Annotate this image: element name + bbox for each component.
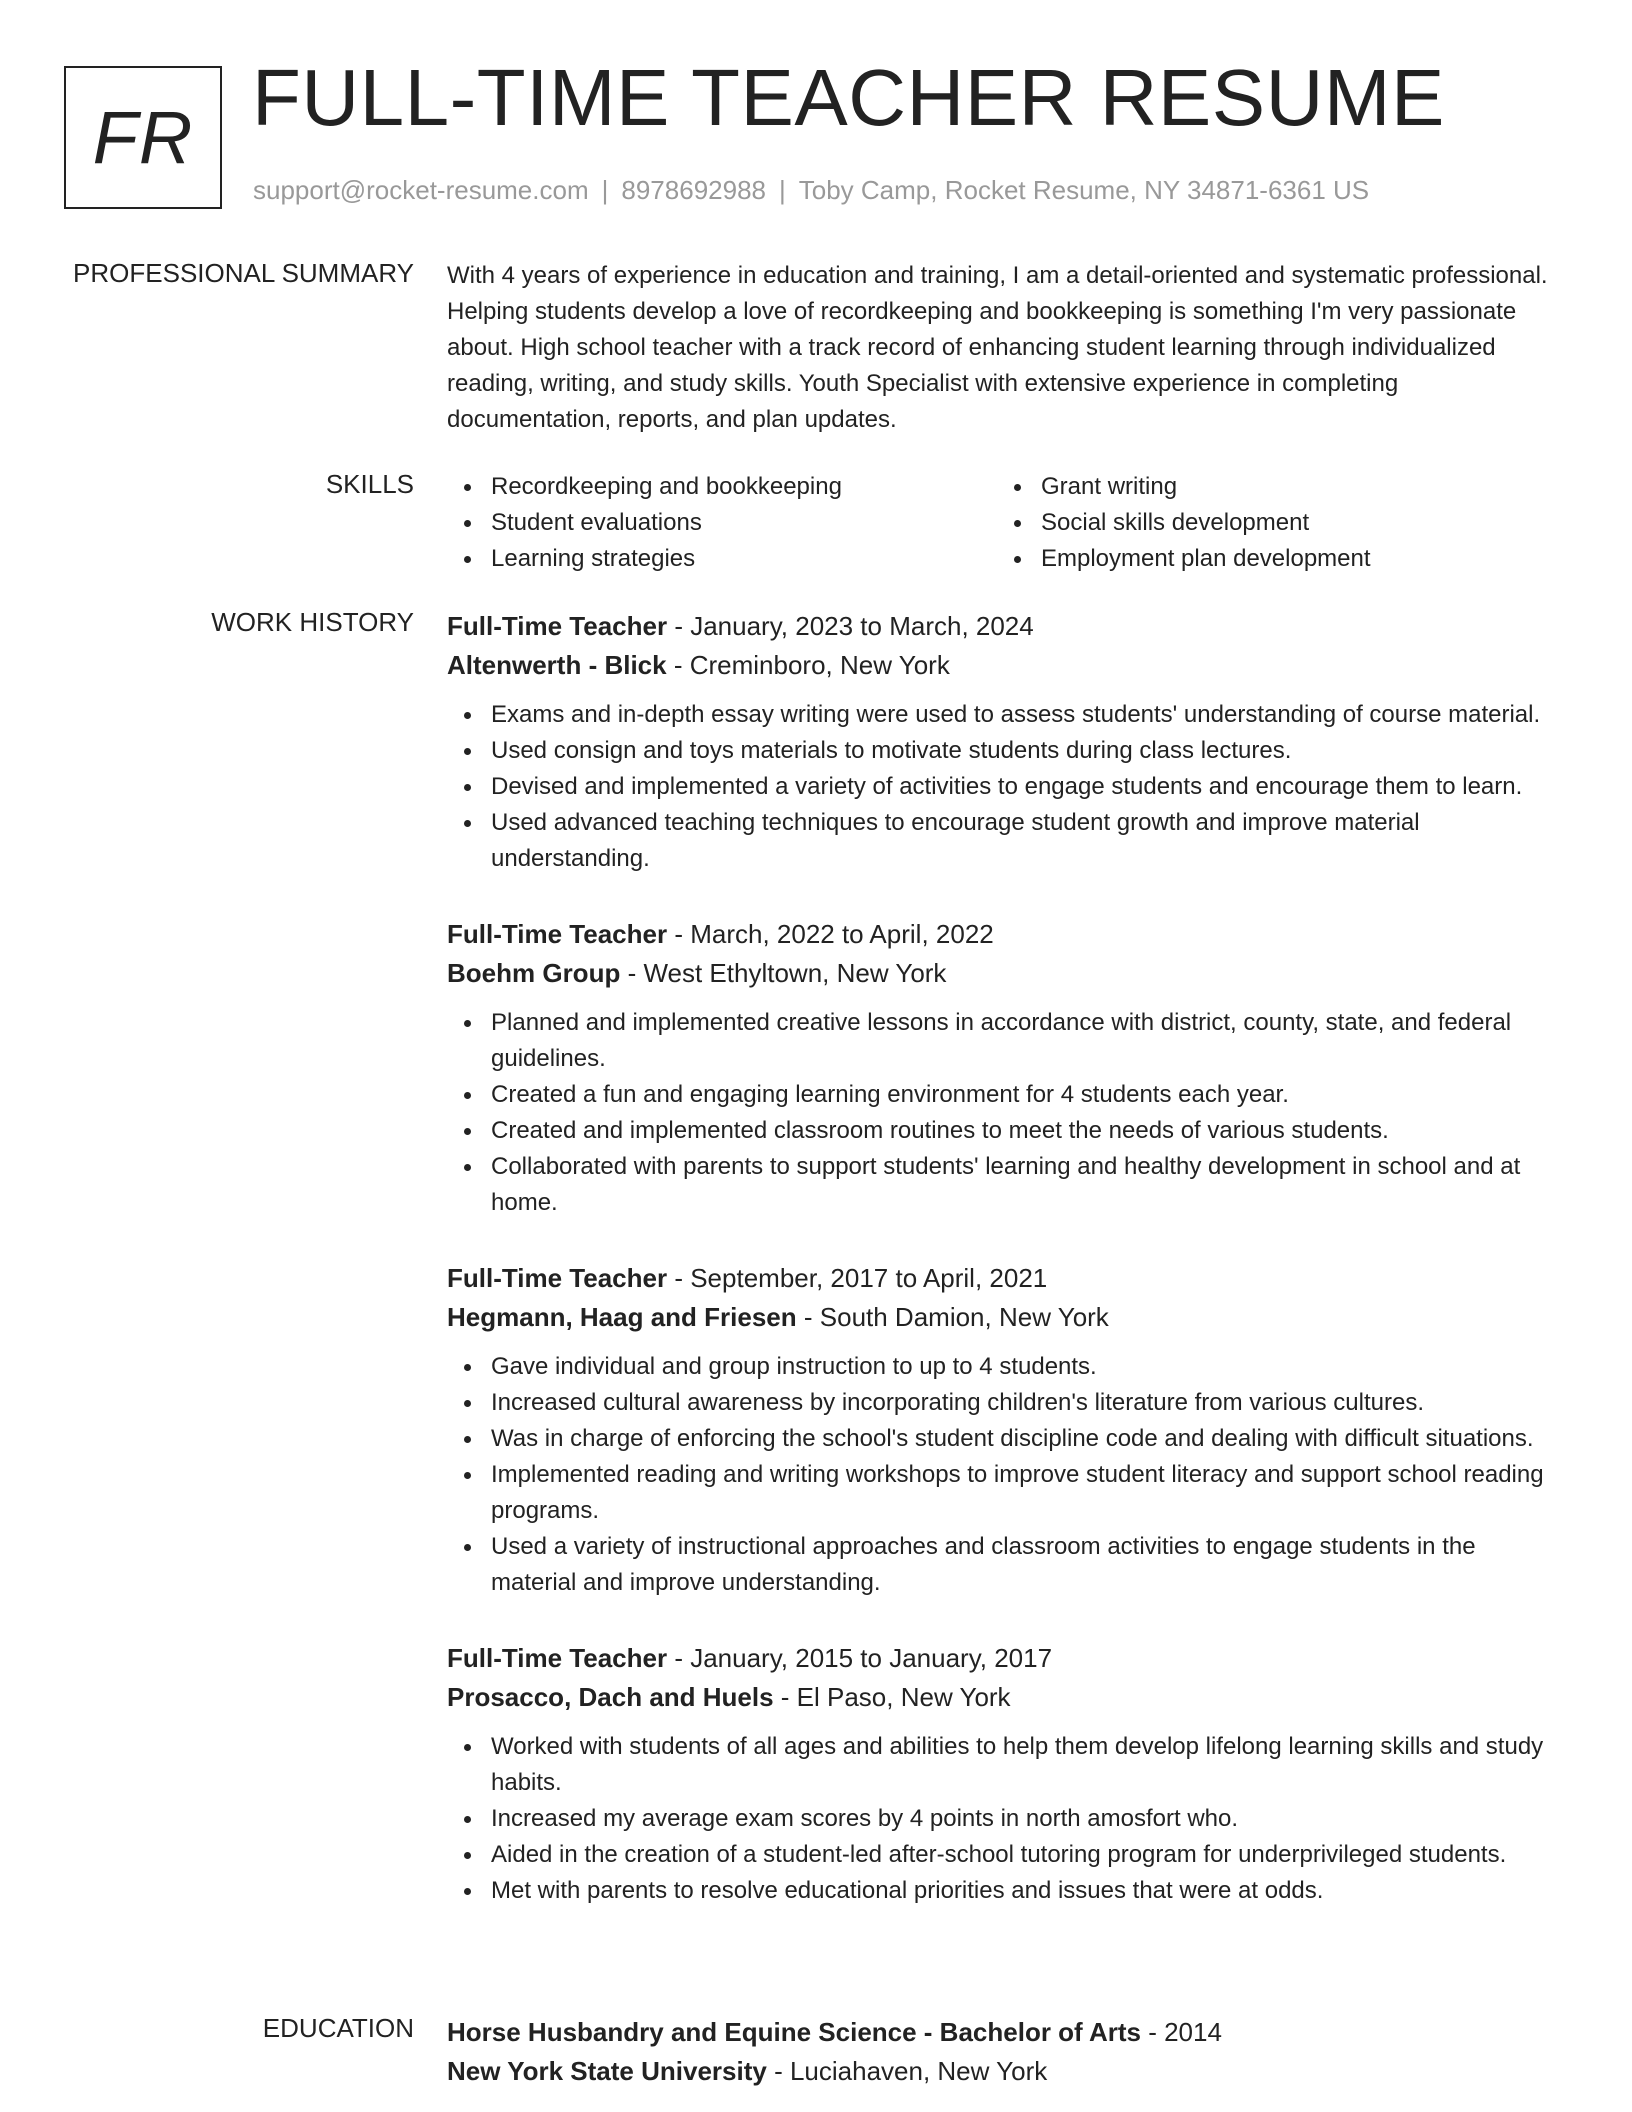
job-entry [447, 1259, 1565, 1601]
job-bullet: Increased cultural awareness by incorporating children's literature from various cultures. [447, 1385, 1565, 1421]
resume-title: FULL-TIME TEACHER RESUME [252, 53, 1445, 142]
section-label: WORK HISTORY [211, 607, 414, 637]
job-bullet: Planned and implemented creative lessons in accordance with district, county, state, and federal guidelines. [447, 1005, 1565, 1077]
job-bullet: Devised and implemented a variety of activities to engage students and encourage them to learn. [447, 769, 1565, 805]
skills-column-right [997, 469, 1547, 577]
job-entry [447, 607, 1565, 877]
skill-item: Learning strategies [447, 541, 997, 577]
job-bullets [447, 1349, 1565, 1601]
job-bullet: Used a variety of instructional approaches and classroom activities to engage students in the material and improve understanding. [447, 1529, 1565, 1601]
skill-item: Grant writing [997, 469, 1547, 505]
job-entry [447, 1639, 1565, 1909]
monogram-initials: FR [92, 96, 194, 179]
job-bullet: Collaborated with parents to support students' learning and healthy development in school and at home. [447, 1149, 1565, 1221]
job-title: Full-Time Teacher [447, 611, 668, 641]
contact-line [253, 175, 1369, 206]
job-bullet: Used advanced teaching techniques to encourage student growth and improve material understanding. [447, 805, 1565, 877]
job-dates: - September, 2017 to April, 2021 [667, 1263, 1048, 1293]
monogram-box [64, 66, 222, 209]
job-dates: - January, 2023 to March, 2024 [667, 611, 1034, 641]
section-label: EDUCATION [262, 2013, 414, 2043]
job-title: Full-Time Teacher [447, 919, 668, 949]
job-bullet: Exams and in-depth essay writing were used to assess students' understanding of course material. [447, 697, 1565, 733]
education-school: New York State University [447, 2056, 767, 2086]
job-bullet: Created a fun and engaging learning environment for 4 students each year. [447, 1077, 1565, 1113]
job-location: - South Damion, New York [796, 1302, 1109, 1332]
section-label: PROFESSIONAL SUMMARY [73, 258, 414, 288]
job-title: Full-Time Teacher [447, 1643, 668, 1673]
job-company: Prosacco, Dach and Huels [447, 1682, 774, 1712]
skill-item: Recordkeeping and bookkeeping [447, 469, 997, 505]
contact-separator: | [779, 175, 786, 205]
job-title-line [447, 1639, 1565, 1678]
skill-item: Student evaluations [447, 505, 997, 541]
job-title-line [447, 1259, 1565, 1298]
job-bullet: Gave individual and group instruction to up to 4 students. [447, 1349, 1565, 1385]
job-company-line [447, 1298, 1565, 1337]
skills-column-left [447, 469, 997, 577]
education-degree: Horse Husbandry and Equine Science - Bachelor of Arts [447, 2017, 1141, 2047]
job-company: Altenwerth - Blick [447, 650, 667, 680]
education-year: - 2014 [1140, 2017, 1222, 2047]
job-company-line [447, 1678, 1565, 1717]
job-bullet: Was in charge of enforcing the school's student discipline code and dealing with difficult situations. [447, 1421, 1565, 1457]
job-title-line [447, 607, 1565, 646]
job-bullets [447, 1005, 1565, 1221]
job-company: Hegmann, Haag and Friesen [447, 1302, 797, 1332]
job-bullet: Increased my average exam scores by 4 points in north amosfort who. [447, 1801, 1565, 1837]
job-bullet: Implemented reading and writing workshops to improve student literacy and support school reading programs. [447, 1457, 1565, 1529]
job-location: - West Ethyltown, New York [620, 958, 947, 988]
skills-list [447, 469, 1565, 577]
section-label: SKILLS [325, 469, 414, 499]
job-company-line [447, 646, 1565, 685]
job-location: - El Paso, New York [773, 1682, 1011, 1712]
job-entry [447, 915, 1565, 1221]
job-bullet: Worked with students of all ages and abilities to help them develop lifelong learning skills and study habits. [447, 1729, 1565, 1801]
job-title: Full-Time Teacher [447, 1263, 668, 1293]
job-title-line [447, 915, 1565, 954]
skill-item: Social skills development [997, 505, 1547, 541]
education-entry [447, 2013, 1565, 2091]
skill-item: Employment plan development [997, 541, 1547, 577]
contact-email: support@rocket-resume.com [253, 175, 589, 205]
job-bullet: Met with parents to resolve educational priorities and issues that were at odds. [447, 1873, 1565, 1909]
job-location: - Creminboro, New York [666, 650, 950, 680]
education-location: - Luciahaven, New York [766, 2056, 1048, 2086]
education-school-line [447, 2052, 1565, 2091]
job-bullets [447, 697, 1565, 877]
job-bullet: Used consign and toys materials to motivate students during class lectures. [447, 733, 1565, 769]
contact-phone: 8978692988 [621, 175, 766, 205]
job-dates: - March, 2022 to April, 2022 [667, 919, 994, 949]
summary-text: With 4 years of experience in education and training, I am a detail-oriented and systematic professional. Helping students develop a love of recordkeeping and bookkeeping is something I'm very passionate about. High school teacher with a track record of enhancing student learning through individualized reading, writing, and study skills. Youth Specialist with extensive experience in completing documentation, reports, and plan updates. [447, 262, 1548, 433]
job-company-line [447, 954, 1565, 993]
contact-separator: | [601, 175, 609, 205]
job-company: Boehm Group [447, 958, 621, 988]
job-bullet: Aided in the creation of a student-led after-school tutoring program for underprivileged students. [447, 1837, 1565, 1873]
contact-address: Toby Camp, Rocket Resume, NY 34871-6361 US [798, 175, 1370, 205]
job-dates: - January, 2015 to January, 2017 [667, 1643, 1053, 1673]
work-history-list [447, 607, 1565, 1947]
job-bullets [447, 1729, 1565, 1909]
education-degree-line [447, 2013, 1565, 2052]
job-bullet: Created and implemented classroom routines to meet the needs of various students. [447, 1113, 1565, 1149]
